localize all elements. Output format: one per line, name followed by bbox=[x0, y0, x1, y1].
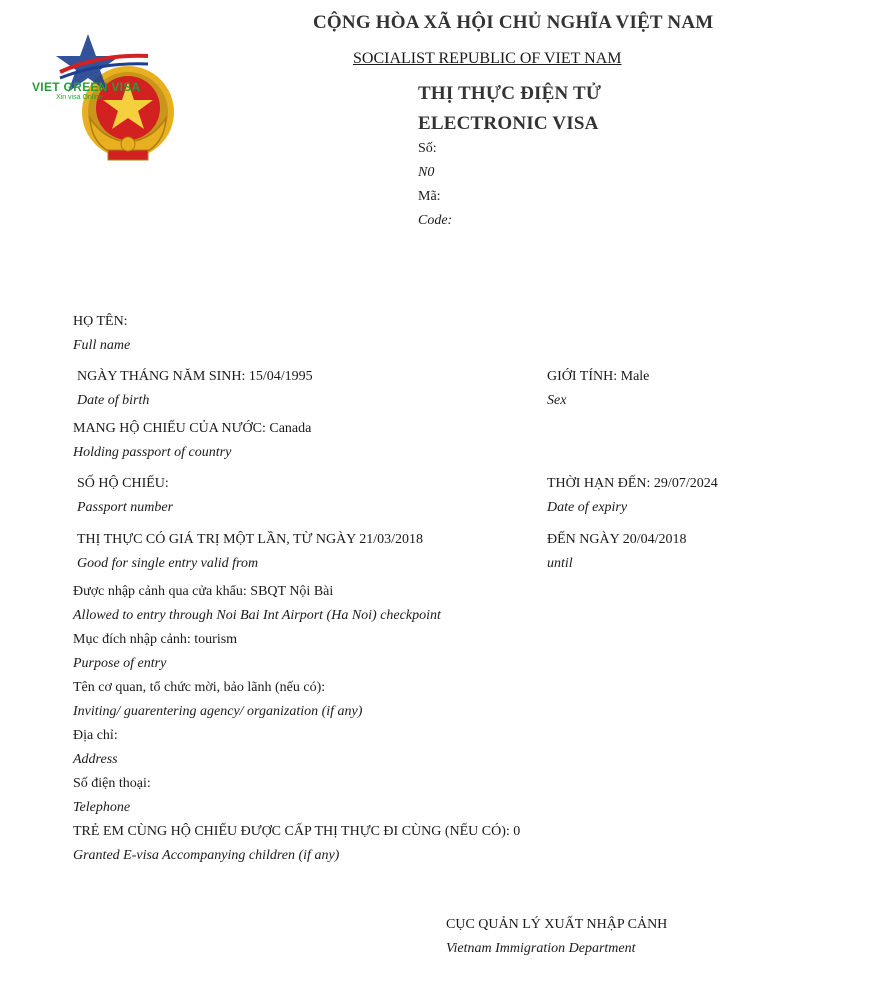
checkpoint-field: Được nhập cảnh qua cửa khẩu: SBQT Nội Bài bbox=[73, 584, 334, 599]
children-label-en: Granted E-visa Accompanying children (if any) bbox=[73, 848, 340, 863]
logo-subtext: Xin visa Online bbox=[56, 94, 103, 101]
passport-number-field: SỐ HỘ CHIẾU: bbox=[77, 476, 169, 491]
address-label-en: Address bbox=[73, 752, 118, 767]
purpose-label-en: Purpose of entry bbox=[73, 656, 167, 671]
phone-label-en: Telephone bbox=[73, 800, 131, 815]
sex-label-en: Sex bbox=[547, 393, 567, 408]
agency-label-en: Inviting/ guarentering agency/ organization (if any) bbox=[73, 704, 363, 719]
dob-field: NGÀY THÁNG NĂM SINH: 15/04/1995 bbox=[77, 369, 313, 384]
passport-country-field: MANG HỘ CHIẾU CỦA NƯỚC: Canada bbox=[73, 421, 312, 436]
department-name-en: Vietnam Immigration Department bbox=[446, 941, 636, 956]
passport-number-label-en: Passport number bbox=[77, 500, 174, 515]
children-field: TRẺ EM CÙNG HỘ CHIẾU ĐƯỢC CẤP THỊ THỰC ĐI CÙNG (NẾU CÓ): 0 bbox=[73, 824, 521, 839]
full-name-label-en: Full name bbox=[73, 338, 131, 353]
code-label-vi: Mã: bbox=[418, 189, 441, 204]
department-name-vi: CỤC QUẢN LÝ XUẤT NHẬP CẢNH bbox=[446, 917, 668, 932]
expiry-field: THỜI HẠN ĐẾN: 29/07/2024 bbox=[547, 476, 718, 491]
valid-from-field: THỊ THỰC CÓ GIÁ TRỊ MỘT LẦN, TỪ NGÀY 21/03/2018 bbox=[77, 532, 424, 547]
dob-label-en: Date of birth bbox=[77, 393, 150, 408]
agency-field: Tên cơ quan, tổ chức mời, bảo lãnh (nếu có): bbox=[73, 680, 326, 695]
valid-until-field: ĐẾN NGÀY 20/04/2018 bbox=[547, 532, 687, 547]
code-label-en: Code: bbox=[418, 213, 453, 228]
doc-title-vi: THỊ THỰC ĐIỆN TỬ bbox=[418, 83, 602, 104]
full-name-label: HỌ TÊN: bbox=[73, 314, 128, 329]
doc-title-en: ELECTRONIC VISA bbox=[418, 113, 599, 134]
purpose-field: Mục đích nhập cảnh: tourism bbox=[73, 632, 238, 647]
country-name-vi: CỘNG HÒA XÃ HỘI CHỦ NGHĨA VIỆT NAM bbox=[313, 12, 714, 33]
number-label-vi: Số: bbox=[418, 141, 437, 156]
checkpoint-label-en: Allowed to entry through Noi Bai Int Airport (Ha Noi) checkpoint bbox=[73, 608, 441, 623]
logo-text: VIET GREEN VISA bbox=[32, 80, 141, 94]
passport-country-label-en: Holding passport of country bbox=[73, 445, 232, 460]
phone-field: Số điện thoại: bbox=[73, 776, 151, 791]
expiry-label-en: Date of expiry bbox=[547, 500, 628, 515]
sex-field: GIỚI TÍNH: Male bbox=[547, 369, 650, 384]
valid-from-label-en: Good for single entry valid from bbox=[77, 556, 259, 571]
address-field: Địa chỉ: bbox=[73, 728, 118, 743]
country-name-en: SOCIALIST REPUBLIC OF VIET NAM bbox=[353, 50, 622, 67]
valid-until-label-en: until bbox=[547, 556, 573, 571]
number-label-en: N0 bbox=[418, 165, 435, 180]
